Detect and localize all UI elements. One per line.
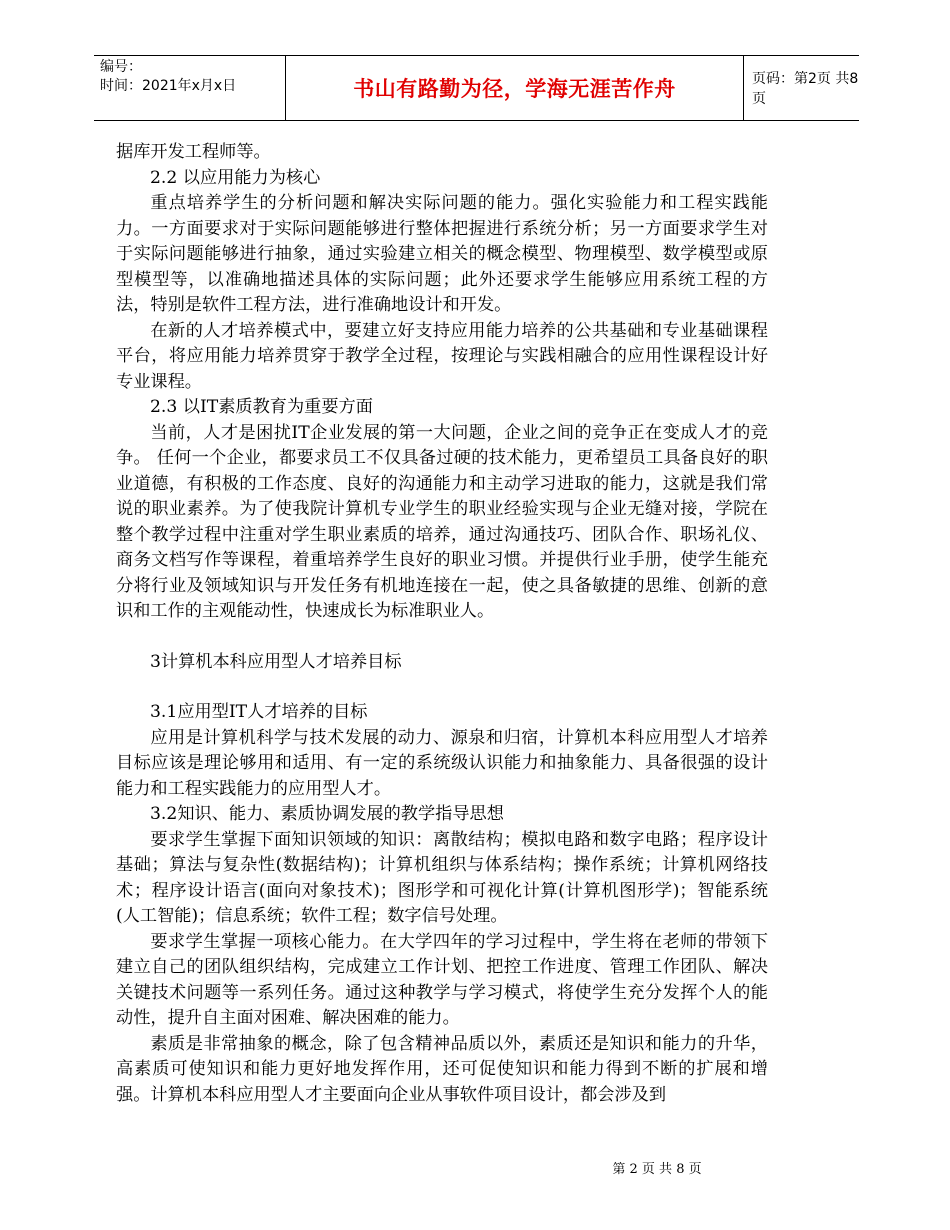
paragraph: 要求学生掌握下面知识领域的知识：离散结构；模拟电路和数字电路；程序设计基础；算法与复杂性(数据结构)；计算机组织与体系结构；操作系统；计算机网络技术；程序设计语言(面向对象技术)；图形学和可视化计算(计算机图形学)；智能系统(人工智能)；信息系统；软件工程；数字信号处理。 (116, 829, 768, 926)
paragraph: 在新的人才培养模式中，要建立好支持应用能力培养的公共基础和专业基础课程平台，将应用能力培养贯穿于教学全过程，按理论与实践相融合的应用性课程设计好专业课程。 (116, 320, 768, 392)
section-heading-2-2: 2.2 以应用能力为核心 (150, 167, 321, 188)
document-time-label: 时间：2021年x月x日 (100, 78, 237, 94)
page-footer (0, 1158, 950, 1177)
page-header (94, 55, 859, 121)
chapter-heading-3: 3计算机本科应用型人才培养目标 (150, 651, 402, 672)
header-page-number: 页码：第2页 共8页 (752, 71, 859, 107)
paragraph: 据库开发工程师等。 (116, 142, 271, 162)
paragraph: 重点培养学生的分析问题和解决实际问题的能力。强化实验能力和工程实践能力。一方面要求对于实际问题能够进行整体把握进行系统分析；另一方面要求学生对于实际问题能够进行抽象，通过实验建立相关的概念模型、物理模型、数学模型或原型模型等，以准确地描述具体的实际问题；此外还要求学生能够应用系统工程的方法，特别是软件工程方法，进行准确地设计和开发。 (116, 193, 768, 315)
section-heading-3-2: 3.2知识、能力、素质协调发展的教学指导思想 (150, 804, 504, 824)
header-page-cell (744, 56, 859, 120)
document-number-label: 编号： (100, 59, 142, 75)
header-motto: 书山有路勤为径，学海无涯苦作舟 (353, 77, 676, 101)
section-heading-3-1: 3.1应用型IT人才培养的目标 (150, 702, 368, 722)
paragraph: 当前，人才是困扰IT企业发展的第一大问题，企业之间的竞争正在变成人才的竞争。 任何一个企业，都要求员工不仅具备过硬的技术能力，更希望员工具备良好的职业道德，有积极的工作态度、良好的沟通能力和主动学习进取的能力，这就是我们常说的职业素养。为了使我院计算机专业学生的职业经验实现与企业无缝对接，学院在整个教学过程中注重对学生职业素质的培养，通过沟通技巧、团队合作、职场礼仪、商务文档写作等课程，着重培养学生良好的职业习惯。并提供行业手册，使学生能充分将行业及领域知识与开发任务有机地连接在一起，使之具备敏捷的思维、创新的意识和工作的主观能动性，快速成长为标准职业人。 (116, 422, 768, 621)
paragraph: 要求学生掌握一项核心能力。在大学四年的学习过程中，学生将在老师的带领下建立自己的团队组织结构，完成建立工作计划、把控工作进度、管理工作团队、解决关键技术问题等一系列任务。通过这种教学与学习模式，将使学生充分发挥个人的能动性，提升自主面对困难、解决困难的能力。 (116, 931, 768, 1028)
header-motto-cell (286, 56, 744, 120)
paragraph: 素质是非常抽象的概念，除了包含精神品质以外，素质还是知识和能力的升华，高素质可使知识和能力更好地发挥作用，还可促使知识和能力得到不断的扩展和增强。计算机本科应用型人才主要面向企业从事软件项目设计，都会涉及到 (116, 1033, 768, 1105)
header-meta (94, 56, 286, 120)
section-heading-2-3: 2.3 以IT素质教育为重要方面 (150, 397, 373, 417)
footer-page-number: 第 2 页 共 8 页 (612, 1162, 702, 1177)
document-body (116, 140, 768, 1108)
paragraph: 应用是计算机科学与技术发展的动力、源泉和归宿，计算机本科应用型人才培养目标应该是理论够用和适用、有一定的系统级认识能力和抽象能力、具备很强的设计能力和工程实践能力的应用型人才。 (116, 727, 768, 799)
